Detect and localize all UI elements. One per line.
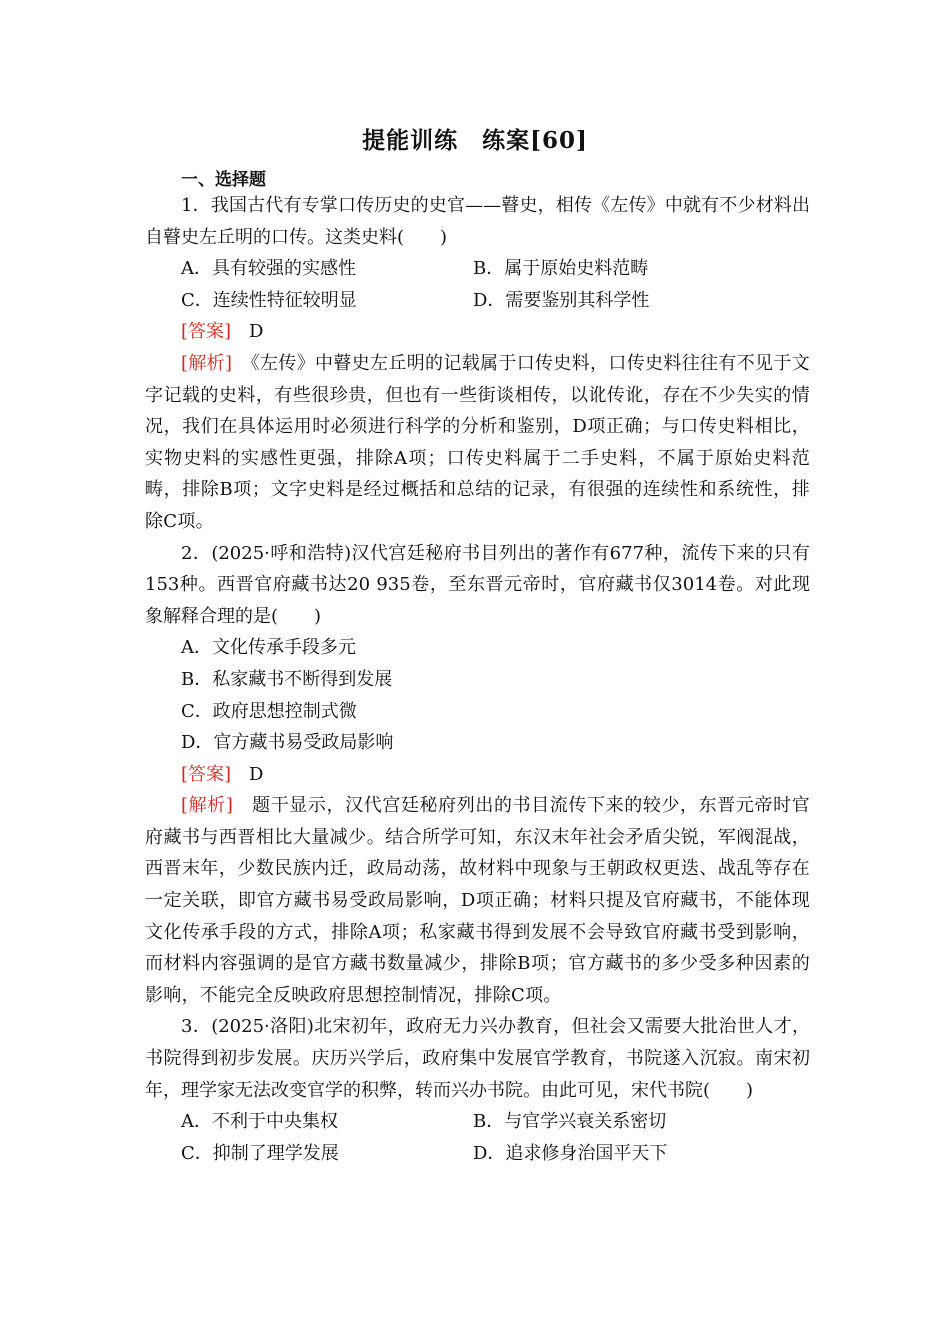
question-1-explanation-text: 《左传》中瞽史左丘明的记载属于口传史料，口传史料往往有不见于文字记载的史料，有些很珍贵，但也有一些街谈相传，以讹传讹，存在不少失实的情况，我们在具体运用时必须进行科学的分析和鉴别，D项正确；与口传史料相比，实物史料的实感性更强，排除A项；口传史料属于二手史料，不属于原始史料范畴，排除B项；文字史料是经过概括和总结的记录，有很强的连续性和系统性，排除C项。 <box>145 352 810 532</box>
question-2-stem: 2．(2025·呼和浩特)汉代宫廷秘府书目列出的著作有677种，流传下来的只有153种。西晋官府藏书达20 935卷，至东晋元帝时，官府藏书仅3014卷。对此现象解释合理的是( ) <box>145 542 810 627</box>
question-1-option-c: C．连续性特征较明显 <box>181 289 357 311</box>
question-1-options-row-1 <box>145 253 810 285</box>
question-1-explanation <box>145 348 810 538</box>
question-1-answer-value: D <box>249 321 264 343</box>
question-1-stem: 1．我国古代有专掌口传历史的史官——瞽史，相传《左传》中就有不少材料出自瞽史左丘明的口传。这类史料( ) <box>145 195 810 248</box>
question-1-option-a: A．具有较强的实感性 <box>181 258 356 280</box>
question-3-option-a: A．不利于中央集权 <box>181 1111 338 1133</box>
question-3-options-row-1 <box>145 1106 810 1138</box>
question-3-option-d: D．追求修身治国平天下 <box>473 1142 668 1164</box>
question-1-answer <box>145 316 810 348</box>
question-2-answer-value: D <box>249 763 264 785</box>
explain-label: [解析] <box>181 352 233 374</box>
explain-label: [解析] <box>181 795 234 817</box>
question-3-option-b: B．与官学兴衰关系密切 <box>473 1111 667 1133</box>
question-2-answer <box>145 759 810 791</box>
page-title: 提能训练 练案[60] <box>362 127 588 154</box>
question-1-option-b: B．属于原始史料范畴 <box>473 258 649 280</box>
question-2-option-c: C．政府思想控制式微 <box>181 700 357 722</box>
section-heading: 一、选择题 <box>181 170 266 190</box>
question-list <box>145 190 810 1169</box>
question-1-option-d: D．需要鉴别其科学性 <box>473 289 650 311</box>
question-2-option-d: D．官方藏书易受政局影响 <box>181 732 394 754</box>
question-2-explanation <box>145 790 810 1011</box>
question-3-options-row-2 <box>145 1138 810 1170</box>
question-2-option-b: B．私家藏书不断得到发展 <box>181 668 393 690</box>
answer-label: [答案] <box>181 763 232 785</box>
question-1-options-row-2 <box>145 285 810 317</box>
answer-label: [答案] <box>181 321 232 343</box>
question-2-option-a: A．文化传承手段多元 <box>181 637 356 659</box>
question-3-stem: 3．(2025·洛阳)北宋初年，政府无力兴办教育，但社会又需要大批治世人才，书院得到初步发展。庆历兴学后，政府集中发展官学教育，书院遂入沉寂。南宋初年，理学家无法改变官学的积弊，转而兴办书院。由此可见，宋代书院( ) <box>145 1016 810 1101</box>
question-2-explanation-text: 题干显示，汉代宫廷秘府列出的书目流传下来的较少，东晋元帝时官府藏书与西晋相比大量减少。结合所学可知，东汉末年社会矛盾尖锐，军阀混战，西晋末年，少数民族内迁，政局动荡，故材料中现象与王朝政权更迭、战乱等存在一定关联，即官方藏书易受政局影响，D项正确；材料只提及官府藏书，不能体现文化传承手段的方式，排除A项；私家藏书得到发展不会导致官府藏书受到影响，而材料内容强调的是官方藏书数量减少，排除B项；官方藏书的多少受多种因素的影响，不能完全反映政府思想控制情况，排除C项。 <box>145 795 810 1006</box>
question-3-option-c: C．抑制了理学发展 <box>181 1142 339 1164</box>
